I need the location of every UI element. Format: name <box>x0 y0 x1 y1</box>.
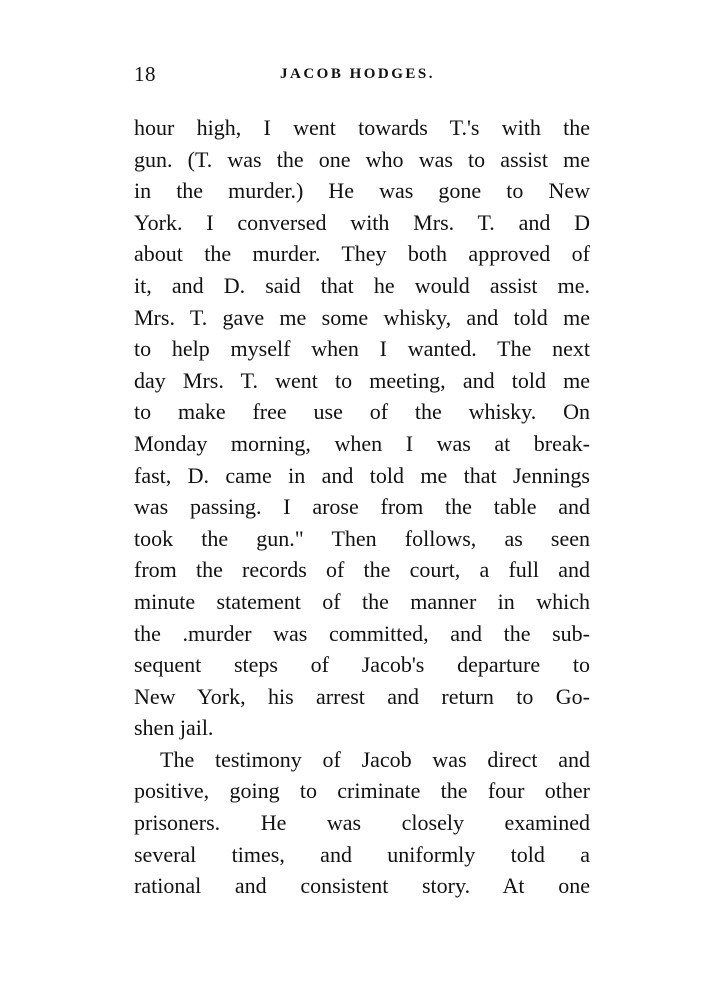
paragraph-1 <box>134 112 590 744</box>
text-line: the .murder was committed, and the sub- <box>134 620 590 646</box>
text-line: fast, D. came in and told me that Jennings <box>134 462 590 488</box>
text-line: sequent steps of Jacob's departure to <box>134 652 590 678</box>
text-line: several times, and uniformly told a <box>134 841 590 867</box>
text-line: The testimony of Jacob was direct and <box>160 746 590 772</box>
running-title: JACOB HODGES. <box>280 66 436 82</box>
page-number: 18 <box>134 62 156 86</box>
text-line: hour high, I went towards T.'s with the <box>134 115 590 140</box>
text-line: day Mrs. T. went to meeting, and told me <box>134 367 590 393</box>
text-line: in the murder.) He was gone to New <box>134 178 590 204</box>
text-line: took the gun." Then follows, as seen <box>134 525 590 551</box>
text-line: to help myself when I wanted. The next <box>134 336 590 362</box>
text-line: gun. (T. was the one who was to assist me <box>134 146 590 172</box>
text-line: about the murder. They both approved of <box>134 241 590 267</box>
text-line: minute statement of the manner in which <box>134 588 590 614</box>
paragraph-2 <box>134 744 590 902</box>
text-line: prisoners. He was closely examined <box>134 810 590 836</box>
text-line: it, and D. said that he would assist me. <box>134 272 590 298</box>
text-line: to make free use of the whisky. On <box>134 399 590 425</box>
text-line: rational and consistent story. At one <box>134 873 590 899</box>
running-head <box>134 62 590 92</box>
text-line: York. I conversed with Mrs. T. and D <box>134 209 590 235</box>
text-line: New York, his arrest and return to Go- <box>134 683 590 709</box>
body-text <box>134 112 590 902</box>
text-line: shen jail. <box>134 715 214 741</box>
text-line: from the records of the court, a full and <box>134 557 590 583</box>
text-line: Mrs. T. gave me some whisky, and told me <box>134 304 590 330</box>
text-line: positive, going to criminate the four other <box>134 778 590 804</box>
text-line: was passing. I arose from the table and <box>134 494 590 520</box>
text-line: Monday morning, when I was at break- <box>134 430 590 456</box>
